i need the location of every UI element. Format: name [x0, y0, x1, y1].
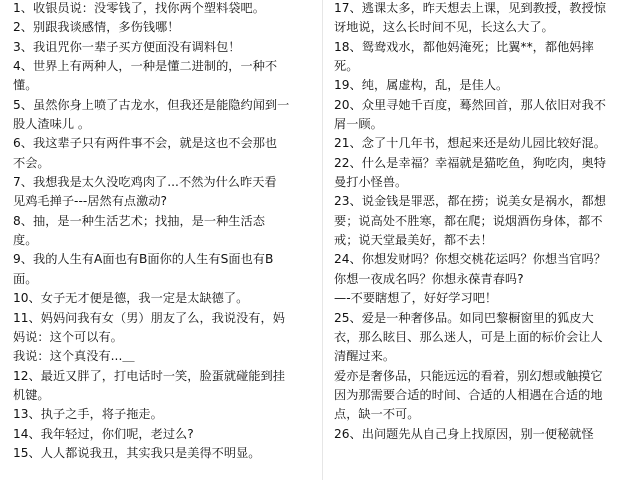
- text-line: 死。: [334, 59, 359, 74]
- text-line: 点，缺一不可。: [334, 407, 420, 422]
- text-line: 曼打小怪兽。: [334, 175, 408, 190]
- text-line: 19、纯，属虚构，乱，是佳人。: [334, 78, 509, 93]
- text-line: 13、执子之手，将子拖走。: [13, 407, 163, 422]
- text-line: 懂。: [13, 78, 38, 93]
- text-line: 15、人人都说我丑，其实我只是美得不明显。: [13, 445, 261, 460]
- left-text-lines: [0, 0, 322, 463]
- text-line: —-不要瞎想了，好好学习吧！: [334, 291, 498, 306]
- text-line: 26、出问题先从自己身上找原因，别一便秘就怪: [334, 426, 594, 441]
- text-line: 戒；说天堂最美好，都不去！: [334, 233, 493, 248]
- text-line: 7、我想我是太久没吃鸡肉了...不然为什么昨天看: [13, 175, 277, 190]
- text-line: 17、逃课太多，昨天想去上课，见到教授，教授惊: [334, 1, 606, 15]
- text-line: 11、妈妈问我有女（男）朋友了么，我说没有，妈: [13, 310, 285, 325]
- text-line: 清醒过来。: [334, 349, 396, 364]
- text-line: 18、鸳鸯戏水，都他妈淹死；比翼**，都他妈摔: [334, 39, 594, 54]
- text-line: 21、念了十几年书，想起来还是幼儿园比较好混。: [334, 136, 606, 151]
- text-line: 24、你想发财吗？你想交桃花运吗？你想当官吗？: [334, 252, 606, 267]
- text-line: 3、我诅咒你一辈子买方便面没有调料包！: [13, 39, 241, 54]
- text-line: 14、我年轻过，你们呢，老过么?: [13, 426, 194, 441]
- text-line: 12、最近又胖了，打电话时一笑，脸蛋就碰能到挂: [13, 368, 285, 383]
- text-line: 度。: [13, 233, 38, 248]
- text-line: 9、我的人生有A面也有B面你的人生有S面也有B: [13, 252, 274, 267]
- text-line: 机键。: [13, 387, 50, 402]
- text-line: 23、说金钱是罪恶，都在捞；说美女是祸水，都想: [334, 194, 606, 209]
- text-line: 面。: [13, 271, 38, 286]
- text-line: 屑一顾。: [334, 117, 383, 132]
- text-line: 股人渣味儿 。: [13, 117, 91, 132]
- text-line: 因为那需要合适的时间、合适的人相遇在合适的地: [334, 387, 603, 402]
- text-line: 25、爱是一种奢侈品。如同巴黎橱窗里的狐皮大: [334, 310, 594, 325]
- text-line: 衣，那么眩目、那么迷人，可是上面的标价会让人: [334, 329, 603, 344]
- text-line: 要；说高处不胜寒，都在爬；说烟酒伤身体，都不: [334, 213, 603, 228]
- text-line: 见鸡毛掸子---居然有点激动?: [13, 194, 168, 209]
- text-line: 8、抽，是一种生活艺术；找抽，是一种生活态: [13, 213, 265, 228]
- text-line: 22、什么是幸福？幸福就是猫吃鱼，狗吃肉，奥特: [334, 155, 606, 170]
- right-text-lines: [323, 0, 641, 444]
- text-line: 5、虽然你身上喷了古龙水，但我还是能隐约闻到一: [13, 97, 290, 112]
- text-line: 我说：这个真没有...＿: [13, 349, 135, 364]
- text-line: 不会。: [13, 155, 50, 170]
- text-line: 6、我这辈子只有两件事不会，就是这也不会那也: [13, 136, 278, 151]
- text-line: 4、世界上有两种人，一种是懂二进制的，一种不: [13, 59, 278, 74]
- text-line: 2、别跟我谈感情，多伤钱哪！: [13, 20, 180, 35]
- text-line: 妈说：这个可以有。: [13, 329, 123, 344]
- text-line: 1、收银员说：没零钱了，找你两个塑料袋吧。: [13, 1, 265, 15]
- text-line: 20、众里寻她千百度，蓦然回首，那人依旧对我不: [334, 97, 606, 112]
- text-line: 爱亦是奢侈品，只能远远的看着，别幻想或触摸它: [334, 368, 603, 383]
- text-line: 10、女子无才便是德，我一定是太缺德了。: [13, 291, 249, 306]
- text-line: 你想一夜成名吗？你想永葆青春吗?: [334, 271, 524, 286]
- text-line: 讶地说，这么长时间不见，长这么大了。: [334, 20, 554, 35]
- right-column: [322, 0, 641, 480]
